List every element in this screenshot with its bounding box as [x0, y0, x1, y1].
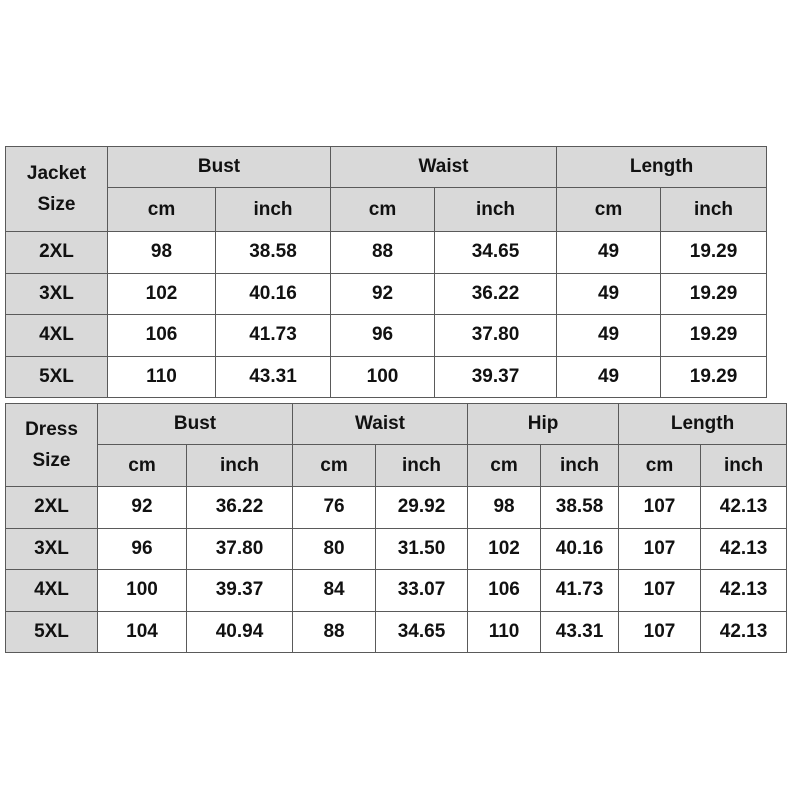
value-cell: 38.58 — [541, 487, 619, 529]
value-cell: 92 — [98, 487, 187, 529]
value-cell: 37.80 — [435, 315, 557, 357]
value-cell: 19.29 — [661, 315, 767, 357]
jacket-size-header-line1: Jacket — [26, 163, 87, 184]
value-cell: 43.31 — [216, 356, 331, 398]
dress-bust-header: Bust — [98, 404, 293, 445]
value-cell: 34.65 — [376, 611, 468, 653]
value-cell: 84 — [293, 570, 376, 612]
dress-unit-header: cm — [293, 445, 376, 487]
value-cell: 49 — [557, 232, 661, 274]
jacket-unit-header: cm — [331, 188, 435, 232]
table-row — [6, 315, 767, 357]
jacket-unit-header: cm — [557, 188, 661, 232]
dress-size-header-line1: Dress — [25, 419, 78, 440]
value-cell: 110 — [108, 356, 216, 398]
value-cell: 43.31 — [541, 611, 619, 653]
value-cell: 49 — [557, 273, 661, 315]
value-cell: 41.73 — [541, 570, 619, 612]
dress-unit-header: inch — [187, 445, 293, 487]
value-cell: 39.37 — [187, 570, 293, 612]
size-label: 2XL — [6, 487, 98, 529]
jacket-unit-header: inch — [435, 188, 557, 232]
dress-hip-header: Hip — [468, 404, 619, 445]
value-cell: 29.92 — [376, 487, 468, 529]
value-cell: 107 — [619, 528, 701, 570]
value-cell: 19.29 — [661, 273, 767, 315]
table-row — [6, 487, 787, 529]
table-row — [6, 570, 787, 612]
jacket-unit-header: inch — [661, 188, 767, 232]
value-cell: 31.50 — [376, 528, 468, 570]
value-cell: 49 — [557, 315, 661, 357]
value-cell: 96 — [331, 315, 435, 357]
size-label: 3XL — [6, 528, 98, 570]
value-cell: 42.13 — [701, 611, 787, 653]
value-cell: 19.29 — [661, 232, 767, 274]
dress-size-table — [5, 403, 787, 653]
size-label: 2XL — [6, 232, 108, 274]
dress-unit-header: cm — [98, 445, 187, 487]
value-cell: 100 — [331, 356, 435, 398]
jacket-unit-header: inch — [216, 188, 331, 232]
jacket-length-header: Length — [557, 147, 767, 188]
value-cell: 104 — [98, 611, 187, 653]
size-label: 5XL — [6, 611, 98, 653]
value-cell: 36.22 — [187, 487, 293, 529]
value-cell: 106 — [108, 315, 216, 357]
value-cell: 80 — [293, 528, 376, 570]
table-row — [6, 232, 767, 274]
value-cell: 92 — [331, 273, 435, 315]
value-cell: 34.65 — [435, 232, 557, 274]
value-cell: 40.16 — [216, 273, 331, 315]
table-row — [6, 528, 787, 570]
value-cell: 38.58 — [216, 232, 331, 274]
value-cell: 88 — [331, 232, 435, 274]
jacket-unit-header: cm — [108, 188, 216, 232]
value-cell: 76 — [293, 487, 376, 529]
value-cell: 102 — [468, 528, 541, 570]
size-label: 3XL — [6, 273, 108, 315]
value-cell: 40.16 — [541, 528, 619, 570]
size-label: 4XL — [6, 315, 108, 357]
value-cell: 98 — [468, 487, 541, 529]
value-cell: 36.22 — [435, 273, 557, 315]
dress-size-header — [6, 404, 98, 487]
value-cell: 107 — [619, 611, 701, 653]
value-cell: 96 — [98, 528, 187, 570]
value-cell: 98 — [108, 232, 216, 274]
dress-unit-header: inch — [541, 445, 619, 487]
value-cell: 107 — [619, 570, 701, 612]
dress-size-header-line2: Size — [32, 450, 71, 471]
value-cell: 33.07 — [376, 570, 468, 612]
value-cell: 110 — [468, 611, 541, 653]
size-label: 5XL — [6, 356, 108, 398]
value-cell: 41.73 — [216, 315, 331, 357]
value-cell: 102 — [108, 273, 216, 315]
value-cell: 37.80 — [187, 528, 293, 570]
jacket-bust-header: Bust — [108, 147, 331, 188]
jacket-size-header — [6, 147, 108, 232]
value-cell: 42.13 — [701, 487, 787, 529]
dress-unit-header: cm — [468, 445, 541, 487]
dress-length-header: Length — [619, 404, 787, 445]
value-cell: 100 — [98, 570, 187, 612]
value-cell: 39.37 — [435, 356, 557, 398]
table-row — [6, 356, 767, 398]
value-cell: 88 — [293, 611, 376, 653]
value-cell: 40.94 — [187, 611, 293, 653]
jacket-waist-header: Waist — [331, 147, 557, 188]
dress-unit-header: inch — [376, 445, 468, 487]
table-row — [6, 611, 787, 653]
dress-unit-header: cm — [619, 445, 701, 487]
value-cell: 49 — [557, 356, 661, 398]
value-cell: 106 — [468, 570, 541, 612]
dress-waist-header: Waist — [293, 404, 468, 445]
jacket-size-header-line2: Size — [37, 194, 76, 215]
value-cell: 42.13 — [701, 528, 787, 570]
size-label: 4XL — [6, 570, 98, 612]
value-cell: 107 — [619, 487, 701, 529]
dress-unit-header: inch — [701, 445, 787, 487]
value-cell: 42.13 — [701, 570, 787, 612]
value-cell: 19.29 — [661, 356, 767, 398]
jacket-size-table — [5, 146, 767, 398]
table-row — [6, 273, 767, 315]
